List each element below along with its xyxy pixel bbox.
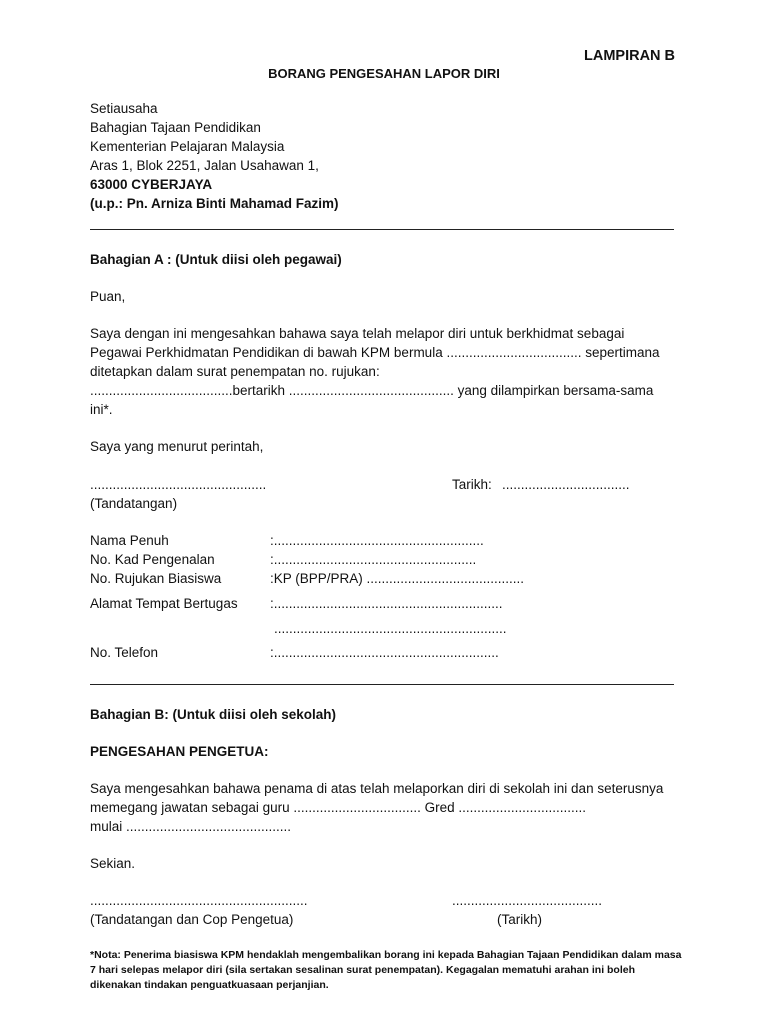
divider-middle (90, 684, 674, 685)
section-b-para-line-3: mulai ............................................ (90, 819, 292, 834)
field-work-address[interactable]: :............................................................. (270, 596, 503, 611)
date-label: Tarikh: (452, 477, 492, 492)
address-line-5: 63000 CYBERJAYA (90, 177, 213, 192)
principal-signature-label: (Tandatangan dan Cop Pengetua) (90, 912, 294, 927)
section-a-para-line-4: ......................................bertarikh ............................................ yang dilampirkan bersama-sama (90, 383, 654, 398)
address-line-2: Bahagian Tajaan Pendidikan (90, 120, 261, 135)
field-label-full-name: Nama Penuh (90, 533, 169, 548)
field-phone[interactable]: :............................................................ (270, 645, 499, 660)
signature-field[interactable]: ............................................... (90, 477, 267, 492)
principal-date-field[interactable]: ........................................ (452, 893, 603, 908)
section-a-para-line-2: Pegawai Perkhidmatan Pendidikan di bawah KPM bermula .................................... sepertimana (90, 345, 660, 360)
field-work-address-line-2[interactable]: .............................................................. (274, 621, 507, 636)
lampiran-label: LAMPIRAN B (584, 48, 676, 64)
section-b-para-line-1: Saya mengesahkan bahawa penama di atas telah melaporkan diri di sekolah ini dan seterusnya (90, 781, 664, 796)
field-label-scholarship-ref: No. Rujukan Biasiswa (90, 571, 222, 586)
address-line-3: Kementerian Pelajaran Malaysia (90, 139, 285, 154)
section-b-closing: Sekian. (90, 856, 136, 871)
section-b-heading: Bahagian B: (Untuk diisi oleh sekolah) (90, 707, 337, 722)
signature-label: (Tandatangan) (90, 496, 178, 511)
form-title: BORANG PENGESAHAN LAPOR DIRI (268, 66, 500, 81)
divider-top (90, 229, 674, 230)
footnote: *Nota: Penerima biasiswa KPM hendaklah mengembalikan borang ini kepada Bahagian Tajaan Pendidikan dalam masa 7 hari selepas melapor diri (sila sertakan sesalinan surat penempatan). Kegagalan mematuhi arahan ini boleh dikenakan tindakan penguatkuasaan perjanjian. (90, 949, 682, 991)
section-b-para-line-2: memegang jawatan sebagai guru .................................. Gred .................................. (90, 800, 586, 815)
section-a-heading: Bahagian A : (Untuk diisi oleh pegawai) (90, 252, 342, 267)
section-a-closing: Saya yang menurut perintah, (90, 439, 264, 454)
address-line-4: Aras 1, Blok 2251, Jalan Usahawan 1, (90, 158, 319, 173)
field-label-ic-number: No. Kad Pengenalan (90, 552, 215, 567)
field-label-work-address: Alamat Tempat Bertugas (90, 596, 238, 611)
address-line-6: (u.p.: Pn. Arniza Binti Mahamad Fazim) (90, 196, 339, 211)
field-full-name[interactable]: :........................................................ (270, 533, 484, 548)
salutation: Puan, (90, 289, 126, 304)
section-a-para-line-1: Saya dengan ini mengesahkan bahawa saya telah melapor diri untuk berkhidmat sebagai (90, 326, 625, 341)
section-b-subheading: PENGESAHAN PENGETUA: (90, 744, 269, 759)
field-ic-number[interactable]: :...................................................... (270, 552, 477, 567)
principal-signature-field[interactable]: .......................................................... (90, 893, 308, 908)
date-field[interactable]: .................................. (502, 477, 630, 492)
section-a-para-line-3: ditetapkan dalam surat penempatan no. rujukan: (90, 364, 380, 379)
field-scholarship-ref[interactable]: :KP (BPP/PRA) .......................................... (270, 571, 525, 586)
address-line-1: Setiausaha (90, 101, 158, 116)
principal-date-label: (Tarikh) (497, 912, 543, 927)
section-a-para-line-5: ini*. (90, 402, 113, 417)
field-label-phone: No. Telefon (90, 645, 159, 660)
